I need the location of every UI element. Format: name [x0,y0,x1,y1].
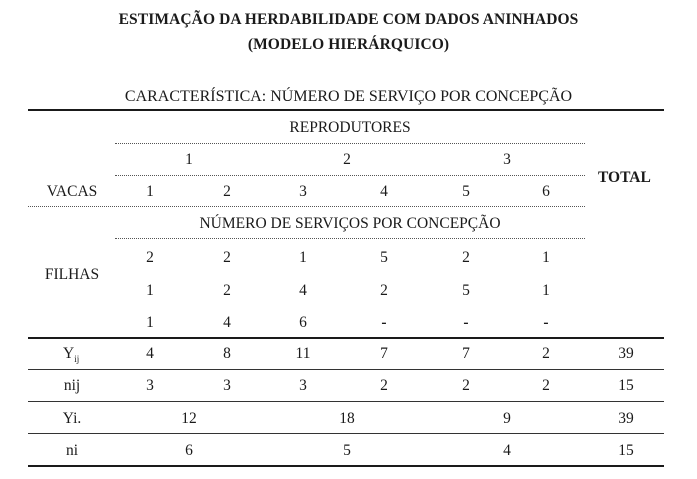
yij-value: 7 [462,345,470,362]
filha-value: 5 [380,249,388,266]
yi-value: 9 [503,410,511,427]
filha-value: 2 [146,249,154,266]
sire-number: 1 [185,151,193,168]
vaca-number: 1 [146,183,154,200]
document-title-line2: (MODELO HIERÁRQUICO) [247,36,450,53]
ni-value: 6 [185,442,193,459]
nij-label: nij [63,377,81,394]
filha-value: 2 [223,282,231,299]
document-title-line1: ESTIMAÇÃO DA HERDABILIDADE COM DADOS ANINHADOS [118,11,579,28]
filha-value: 6 [299,314,307,331]
filha-value: 4 [223,314,231,331]
nij-value: 2 [380,377,388,394]
table-subtitle: CARACTERÍSTICA: NÚMERO DE SERVIÇO POR CONCEPÇÃO [124,88,573,105]
yij-value: 11 [295,345,311,362]
reprodutores-header: REPRODUTORES [289,119,411,136]
nij-total: 15 [618,377,634,394]
ni-label: ni [65,442,79,459]
total-header: TOTAL [598,169,651,186]
nij-value: 2 [542,377,550,394]
header-dotted-line [115,143,585,144]
filha-value: 2 [223,249,231,266]
sire-dotted-line [115,175,585,176]
yij-value: 7 [380,345,388,362]
servicos-header: NÚMERO DE SERVIÇOS POR CONCEPÇÃO [199,215,501,232]
filha-value: - [381,314,387,331]
vaca-number: 6 [542,183,550,200]
nij-value: 3 [299,377,307,394]
vacas-dotted-line [28,206,585,207]
yi-value: 18 [339,410,355,427]
filha-value: 2 [380,282,388,299]
top-rule [28,109,664,111]
ni-value: 4 [503,442,511,459]
nij-value: 2 [462,377,470,394]
yij-total: 39 [618,345,634,362]
filha-value: 1 [542,249,550,266]
filha-value: - [543,314,549,331]
yij-rule [28,369,664,370]
vaca-number: 3 [299,183,307,200]
sire-number: 3 [503,151,511,168]
yi-total: 39 [618,410,634,427]
filha-value: 5 [462,282,470,299]
sire-number: 2 [343,151,351,168]
ni-value: 5 [343,442,351,459]
vacas-label: VACAS [46,183,98,200]
filhas-label: FILHAS [44,266,100,283]
filha-value: 4 [299,282,307,299]
vaca-number: 2 [223,183,231,200]
bottom-rule [28,465,664,467]
filhas-bottom-rule [28,337,664,339]
yi-rule [28,433,664,434]
vaca-number: 4 [380,183,388,200]
filha-value: 1 [299,249,307,266]
yij-value: 8 [223,345,231,362]
filha-value: 1 [146,282,154,299]
filha-value: 2 [462,249,470,266]
filha-value: 1 [542,282,550,299]
nij-value: 3 [223,377,231,394]
filha-value: - [463,314,469,331]
yij-value: 2 [542,345,550,362]
servicos-dotted-line [115,238,585,239]
yi-label: Yi. [62,410,82,427]
yij-value: 4 [146,345,154,362]
ni-total: 15 [618,442,634,459]
nij-rule [28,401,664,402]
nij-value: 3 [146,377,154,394]
yi-value: 12 [181,410,197,427]
vaca-number: 5 [462,183,470,200]
yij-label: $Y_{ij}$ [63,345,80,365]
filha-value: 1 [146,314,154,331]
